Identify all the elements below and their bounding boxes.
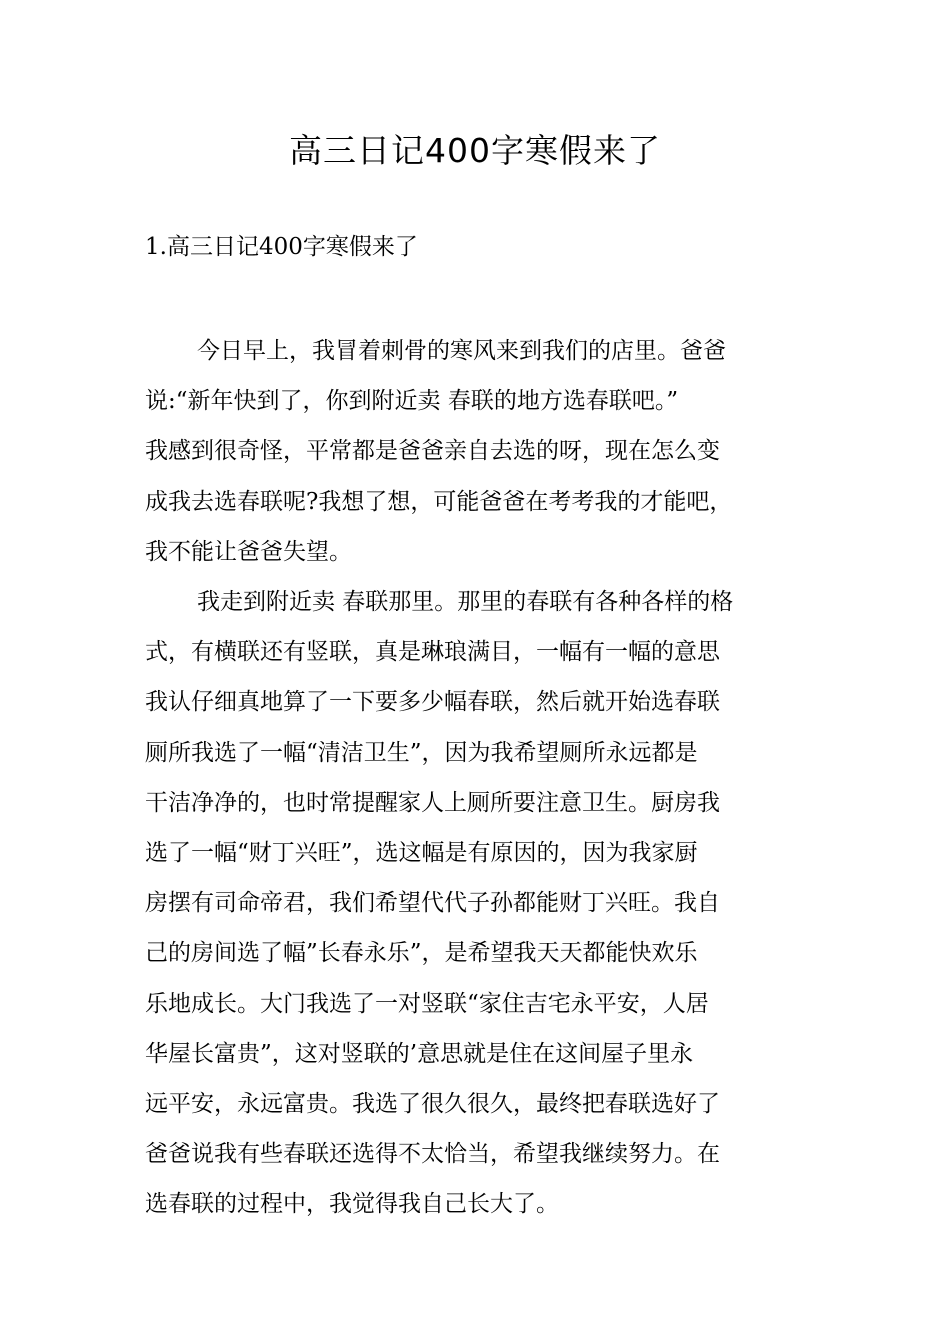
paragraph-line: 干洁净净的，也时常提醒家人上厕所要注意卫生。厨房我 bbox=[145, 789, 720, 816]
paragraph-line: 房摆有司命帝君，我们希望代代子孙都能财丁兴旺。我自 bbox=[145, 890, 720, 917]
paragraph-line: 远平安，永远富贵。我选了很久很久，最终把春联选好了 bbox=[145, 1090, 720, 1117]
paragraph-1 bbox=[145, 326, 807, 577]
paragraph-line: 华屋长富贵”，这对竖联的’意思就是住在这间屋子里永 bbox=[145, 1040, 694, 1067]
paragraph-line: 己的房间选了幅”长春永乐”，是希望我天天都能快欢乐 bbox=[145, 940, 698, 967]
paragraph-line: 今日早上，我冒着刺骨的寒风来到我们的店里。爸爸 bbox=[197, 338, 726, 364]
paragraph-2 bbox=[145, 577, 807, 1229]
paragraph-line: 乐地成长。大门我选了一对竖联“家住吉宅永平安，人居 bbox=[145, 990, 709, 1017]
document-title: 高三日记400字寒假来了 bbox=[289, 131, 661, 170]
paragraph-line: 说:“新年快到了，你到附近卖 春联的地方选春联吧。” bbox=[145, 388, 679, 415]
paragraph-line: 成我去选春联呢?我想了想，可能爸爸在考考我的才能吧， bbox=[145, 488, 733, 515]
paragraph-line: 我感到很奇怪，平常都是爸爸亲自去选的呀，现在怎么变 bbox=[145, 438, 720, 465]
paragraph-line: 厕所我选了一幅“清洁卫生”，因为我希望厕所永远都是 bbox=[145, 739, 698, 766]
paragraph-line: 选了一幅“财丁兴旺”，选这幅是有原因的，因为我家厨 bbox=[145, 839, 698, 866]
section-heading: 1.高三日记400字寒假来了 bbox=[145, 234, 418, 260]
paragraph-line: 选春联的过程中，我觉得我自己长大了。 bbox=[145, 1191, 559, 1218]
paragraph-line: 式，有横联还有竖联，真是琳琅满目，一幅有一幅的意思 bbox=[145, 639, 720, 666]
paragraph-line: 我不能让爸爸失望。 bbox=[145, 538, 352, 565]
paragraph-line: 我走到附近卖 春联那里。那里的春联有各种各样的格 bbox=[197, 589, 734, 615]
paragraph-line: 爸爸说我有些春联还选得不太恰当，希望我继续努力。在 bbox=[145, 1141, 720, 1168]
paragraph-line: 我认仔细真地算了一下要多少幅春联，然后就开始选春联 bbox=[145, 689, 720, 716]
